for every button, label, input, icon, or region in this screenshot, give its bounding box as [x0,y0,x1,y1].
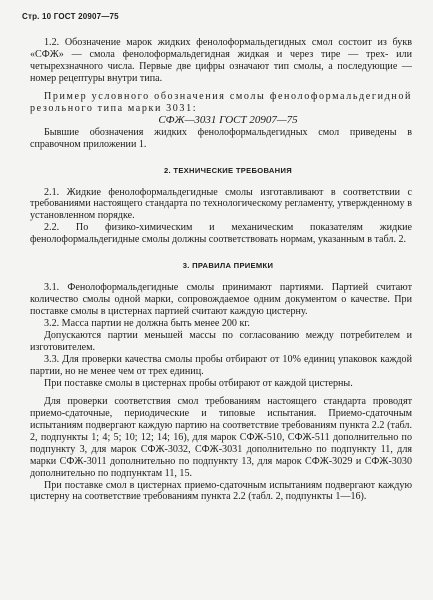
paragraph-smaller-mass: Допускаются партии меньшей массы по согласованию между потребителем и изготовителем. [30,330,412,354]
document-body [30,37,412,503]
paragraph-3-1: 3.1. Фенолоформальдегидные смолы принимают партиями. Партией считают количество смолы одной марки, сопровождаемое одним документом о качестве. При поставке смолы в цистернах партией считают каждую цистерну. [30,282,412,318]
paragraph-3-3: 3.3. Для проверки качества смолы пробы отбирают от 10% единиц упаковок каждой партии, но не менее чем от трех единиц. [30,353,412,377]
paragraph-tests: Для проверки соответствия смол требованиям настоящего стандарта проводят приемо-сдаточные, периодические и типовые испытания. Приемо-сдаточным испытаниям подвергают каждую партию на соответствие требованиям пункта 2.2 (табл. 2, подпункты 1; 4; 5; 10; 12; 14; 16), для марок СФЖ-510, СФЖ-511 дополнительно по подпункту 3, для марок СФЖ-3032, СФЖ-3031 дополнительно по подпункту 11, для марки СФЖ-3011 дополнительно по подпункту 13, для марок СФЖ-3029 и СФЖ-3030 дополнительно по подпунктам 11, 15. [30,395,412,479]
paragraph-tank-tests: При поставке смол в цистернах приемо-сдаточным испытаниям подвергают каждую цистерну на соответствие требованиям пункта 2.2 (табл. 2, подпункты 1—16). [30,479,412,503]
paragraph-former-designations: Бывшие обозначения жидких фенолоформальдегидных смол приведены в справочном приложении 1. [30,126,412,150]
paragraph-2-1: 2.1. Жидкие фенолоформальдегидные смолы изготавливают в соответствии с требованиями настоящего стандарта по технологическому регламенту, утвержденному в установленном порядке. [30,186,412,222]
paragraph-tank-sampling: При поставке смолы в цистернах пробы отбирают от каждой цистерны. [44,377,353,389]
example-caption: Пример условного обозначения смолы фенолоформальдегидной резольного типа марки 3031: [30,90,412,114]
paragraph-1-2: 1.2. Обозначение марок жидких фенолоформальдегидных смол состоит из букв «СФЖ» — смола фенолоформальдегидная жидкая и через тире — трех- или четырехзначного числа. Первые две цифры означают тип смолы, а последующие — номер рецептуры внутри типа. [30,37,412,84]
designation-example: СФЖ—3031 ГОСТ 20907—75 [158,113,298,126]
paragraph-2-2: 2.2. По физико-химическим и механическим показателям жидкие фенолоформальдегидные смолы должны соответствовать нормам, указанным в табл. 2. [30,222,412,246]
section-heading-3: 3. ПРАВИЛА ПРИЕМКИ [182,261,274,271]
section-heading-2: 2. ТЕХНИЧЕСКИЕ ТРЕБОВАНИЯ [164,165,292,175]
paragraph-3-2: 3.2. Масса партии не должна быть менее 200 кг. [44,318,250,330]
page-header: Стр. 10 ГОСТ 20907—75 [22,12,119,21]
